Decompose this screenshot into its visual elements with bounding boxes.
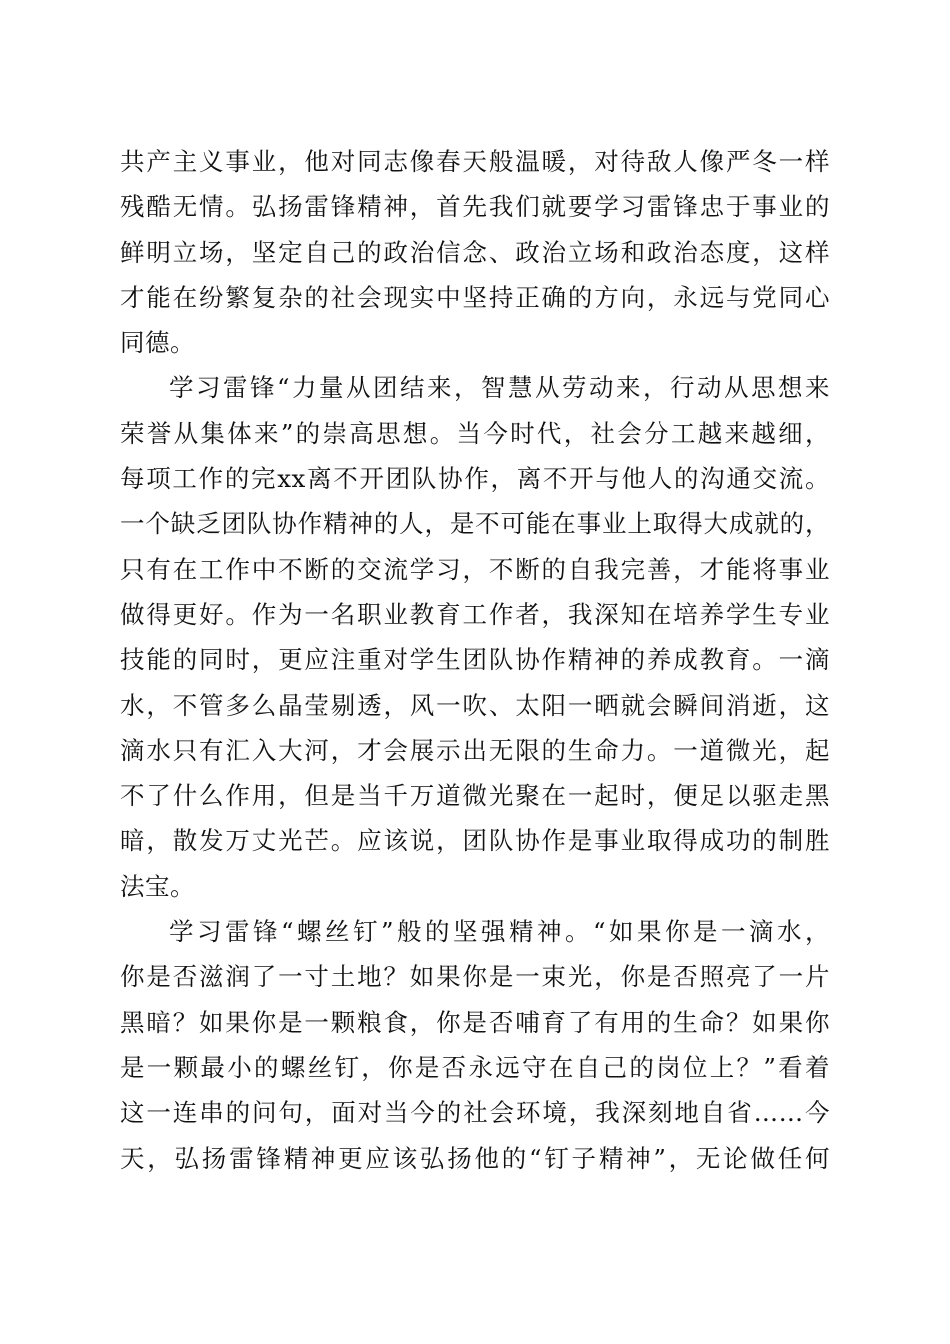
text-line: 水，不管多么晶莹剔透，风一吹、太阳一晒就会瞬间消逝，这 [120, 690, 830, 720]
text-line: 做得更好。作为一名职业教育工作者，我深知在培养学生专业 [120, 599, 830, 629]
text-line: 这一连串的问句，面对当今的社会环境，我深刻地自省……今 [120, 1098, 830, 1128]
text-line: 才能在纷繁复杂的社会现实中坚持正确的方向，永远与党同心 [120, 282, 830, 312]
text-line: 鲜明立场，坚定自己的政治信念、政治立场和政治态度，这样 [120, 237, 830, 267]
text-line: 只有在工作中不断的交流学习，不断的自我完善，才能将事业 [120, 554, 830, 584]
text-line: 你是否滋润了一寸土地？如果你是一束光，你是否照亮了一片 [120, 962, 830, 992]
paragraph-start-line: 学习雷锋“力量从团结来，智慧从劳动来，行动从思想来 [169, 373, 830, 403]
text-line: 滴水只有汇入大河，才会展示出无限的生命力。一道微光，起 [120, 735, 830, 765]
paragraph-start-line: 学习雷锋“螺丝钉”般的坚强精神。“如果你是一滴水， [169, 917, 830, 947]
text-line: 荣誉从集体来”的崇高思想。当今时代，社会分工越来越细， [120, 418, 830, 448]
text-line: 黑暗？如果你是一颗粮食，你是否哺育了有用的生命？如果你 [120, 1007, 830, 1037]
text-line: 不了什么作用，但是当千万道微光聚在一起时，便足以驱走黑 [120, 781, 830, 811]
text-line: 技能的同时，更应注重对学生团队协作精神的养成教育。一滴 [120, 645, 830, 675]
text-line: 天，弘扬雷锋精神更应该弘扬他的“钉子精神”，无论做任何 [120, 1143, 830, 1173]
text-line: 共产主义事业，他对同志像春天般温暖，对待敌人像严冬一样 [120, 147, 830, 176]
text-line: 同德。 [120, 328, 195, 358]
text-line: 是一颗最小的螺丝钉，你是否永远守在自己的岗位上？”看着 [120, 1052, 830, 1082]
body-text [120, 139, 830, 1181]
text-line: 每项工作的完xx离不开团队协作，离不开与他人的沟通交流。 [120, 464, 830, 494]
text-line: 法宝。 [120, 871, 195, 901]
text-line: 一个缺乏团队协作精神的人，是不可能在事业上取得大成就的， [120, 509, 830, 539]
text-line: 暗，散发万丈光芒。应该说，团队协作是事业取得成功的制胜 [120, 826, 830, 856]
text-line: 残酷无情。弘扬雷锋精神，首先我们就要学习雷锋忠于事业的 [120, 192, 830, 222]
